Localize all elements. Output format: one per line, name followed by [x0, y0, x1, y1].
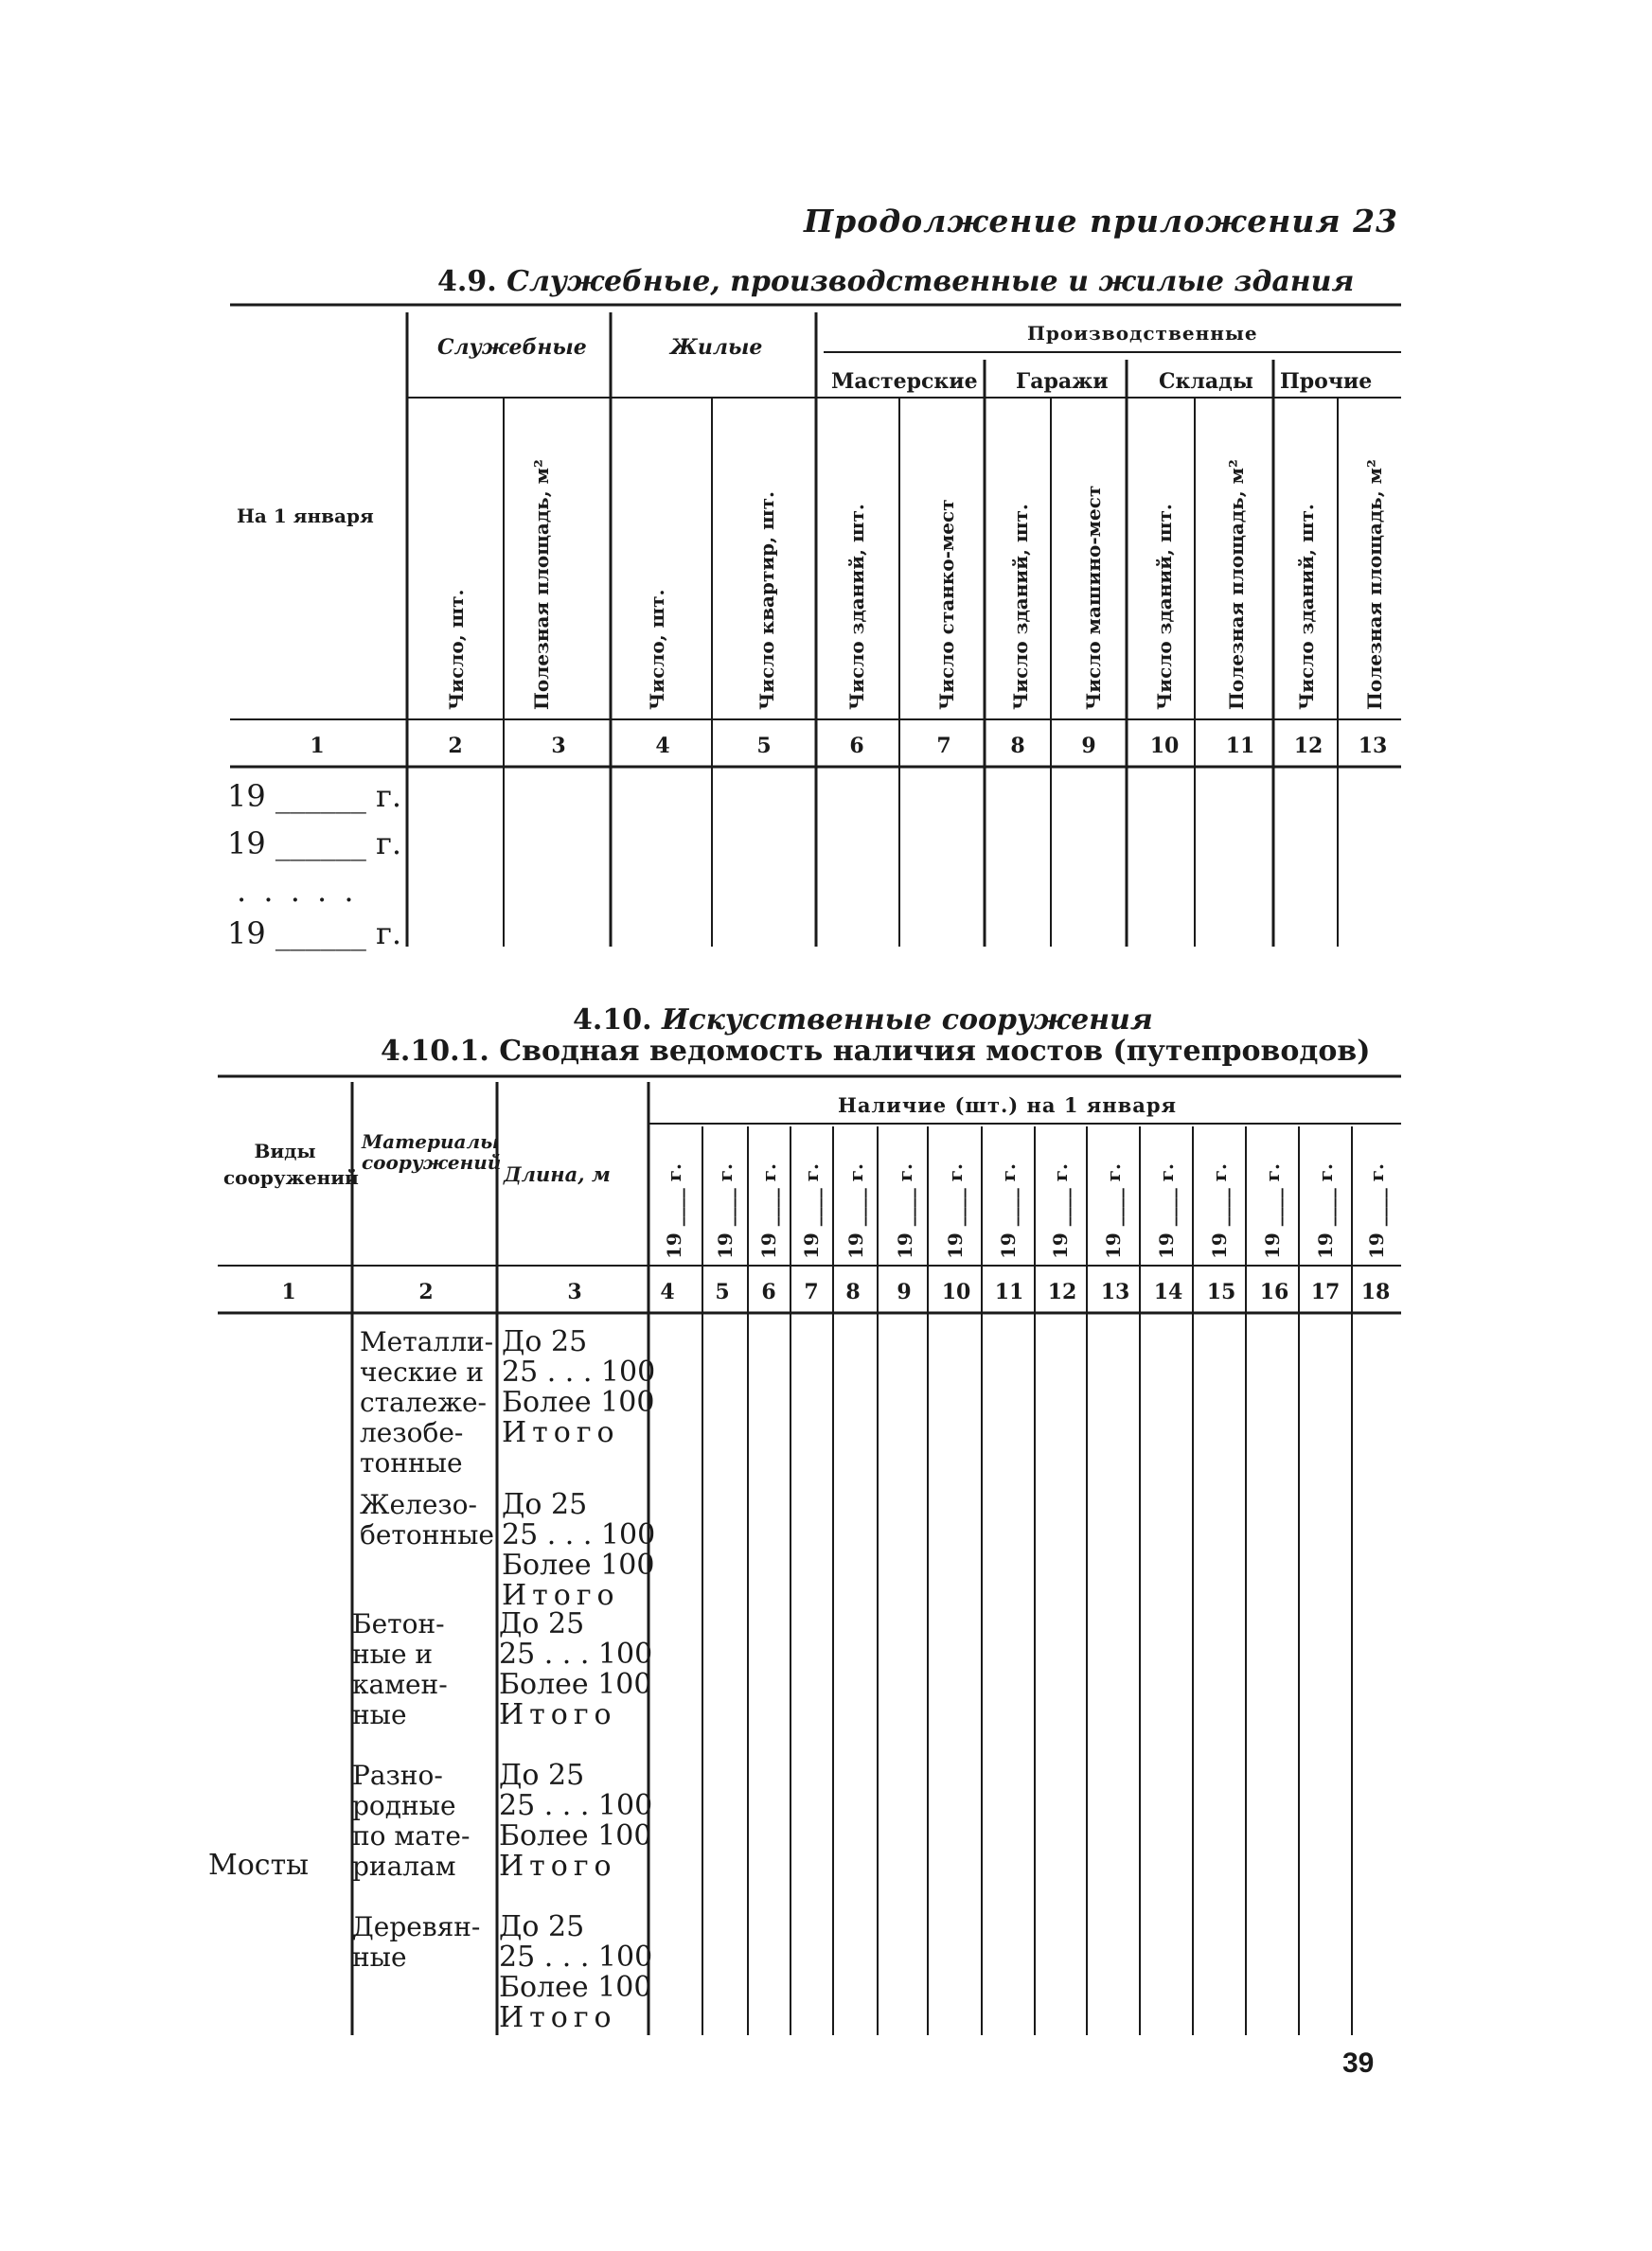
col-number: 14 [1153, 1280, 1183, 1304]
page-number: 39 [1342, 2047, 1375, 2079]
col-head-kind: Виды сооружений [223, 1140, 359, 1189]
material-reinforced-concrete: Железо- бетонные [360, 1489, 494, 1551]
length-total: Итого [499, 1698, 617, 1731]
section-number: 4.10. [573, 1003, 652, 1037]
table-row-label: 19 ______ г. [227, 778, 401, 814]
year-head: 19 ____ г. [1049, 1163, 1072, 1259]
year-head: 19 ____ г. [1261, 1163, 1284, 1259]
kind-bridges: Мосты [208, 1849, 310, 1882]
table-row-label: . . . . . [237, 873, 358, 909]
year-head: 19 ____ г. [1155, 1163, 1178, 1259]
length-group-3 [499, 1609, 652, 1730]
caption-title: Сводная ведомость наличия мостов (путепроводов) [499, 1035, 1371, 1068]
col-number: 13 [1358, 734, 1388, 758]
col-number: 18 [1360, 1280, 1391, 1304]
col-number: 8 [845, 1280, 861, 1304]
group-production: Производственные [1027, 322, 1258, 345]
group-availability: Наличие (шт.) на 1 января [838, 1093, 1178, 1117]
table-row-label: 19 ______ г. [227, 825, 401, 861]
table-4-10-1-caption [381, 1035, 1370, 1068]
length-over-100: Более 100 [499, 1819, 652, 1852]
table-row-label: 19 ______ г. [227, 915, 401, 951]
caption-number: 4.9. [437, 265, 497, 298]
col-number: 7 [804, 1280, 819, 1304]
col-head-12: Число зданий, шт. [1295, 504, 1318, 710]
col-number: 2 [418, 1280, 434, 1304]
material-wood: Деревян- ные [352, 1911, 481, 1973]
col-head-9: Число машино-мест [1082, 485, 1105, 710]
col-number: 16 [1259, 1280, 1289, 1304]
col-head-7: Число станко-мест [935, 499, 958, 710]
col-number: 5 [756, 734, 772, 758]
length-up-to-25: До 25 [499, 1910, 585, 1943]
length-group-2 [502, 1490, 655, 1611]
length-total: Итого [502, 1579, 620, 1612]
col-number: 12 [1293, 734, 1323, 758]
col-number: 11 [1225, 734, 1255, 758]
col-number: 6 [761, 1280, 776, 1304]
year-head: 19 ____ г. [714, 1163, 737, 1259]
length-total: Итого [499, 2001, 617, 2034]
year-head: 19 ____ г. [1314, 1163, 1337, 1259]
length-25-100: 25 . . . 100 [499, 1789, 653, 1822]
length-25-100: 25 . . . 100 [499, 1941, 653, 1974]
year-head: 19 ____ г. [1208, 1163, 1231, 1259]
group-service: Служебные [437, 335, 587, 360]
col-head-6: Число зданий, шт. [845, 504, 868, 710]
length-up-to-25: До 25 [499, 1607, 585, 1640]
year-head: 19 ____ г. [997, 1163, 1020, 1259]
col-number: 11 [994, 1280, 1024, 1304]
col-head-11: Полезная площадь, м² [1225, 459, 1248, 710]
col-head-3: Полезная площадь, м² [530, 459, 553, 710]
col-number: 12 [1047, 1280, 1077, 1304]
col-number: 10 [941, 1280, 971, 1304]
col-head-10: Число зданий, шт. [1153, 504, 1176, 710]
col-head-8: Число зданий, шт. [1009, 504, 1032, 710]
col-number: 10 [1149, 734, 1180, 758]
col-number: 9 [1081, 734, 1096, 758]
col-number: 2 [448, 734, 463, 758]
col-number: 7 [936, 734, 951, 758]
col-number: 5 [715, 1280, 730, 1304]
sub-garages: Гаражи [1016, 369, 1109, 394]
col-number: 1 [310, 734, 325, 758]
col-number: 3 [551, 734, 566, 758]
col-head-material: Материалы сооружений [362, 1130, 502, 1174]
material-mixed: Разно- родные по мате- риалам [352, 1760, 471, 1882]
col-head-4: Число, шт. [646, 589, 668, 710]
length-total: Итого [499, 1850, 617, 1883]
length-25-100: 25 . . . 100 [502, 1518, 656, 1551]
col-number: 15 [1206, 1280, 1236, 1304]
col-number: 8 [1010, 734, 1025, 758]
year-head: 19 ____ г. [894, 1163, 916, 1259]
year-head: 19 ____ г. [944, 1163, 967, 1259]
length-over-100: Более 100 [499, 1668, 652, 1701]
section-4-10-title [573, 1003, 1153, 1037]
col-number: 4 [660, 1280, 675, 1304]
col-head-5: Число квартир, шт. [755, 491, 778, 710]
year-head: 19 ____ г. [1102, 1163, 1125, 1259]
length-group-4 [499, 1761, 652, 1882]
col-head-length: Длина, м [504, 1162, 611, 1186]
col-number: 3 [567, 1280, 582, 1304]
length-group-1 [502, 1327, 655, 1448]
length-over-100: Более 100 [502, 1386, 655, 1419]
col-head-2: Число, шт. [445, 589, 468, 710]
col-number: 1 [281, 1280, 296, 1304]
length-over-100: Более 100 [499, 1971, 652, 2004]
material-metal: Металли- ческие и сталеже- лезобе- тонные [360, 1326, 494, 1479]
col-head-13: Полезная площадь, м² [1363, 459, 1386, 710]
sub-other: Прочие [1280, 369, 1373, 394]
year-head: 19 ____ г. [844, 1163, 867, 1259]
caption-title: Служебные, производственные и жилые здания [506, 265, 1355, 298]
material-concrete-stone: Бетон- ные и камен- ные [352, 1608, 448, 1730]
col-head-date: На 1 января [237, 505, 374, 527]
col-number: 4 [655, 734, 670, 758]
year-head: 19 ____ г. [1365, 1163, 1388, 1259]
year-head: 19 ____ г. [757, 1163, 780, 1259]
length-up-to-25: До 25 [502, 1325, 588, 1358]
length-over-100: Более 100 [502, 1549, 655, 1582]
length-up-to-25: До 25 [499, 1759, 585, 1792]
sub-workshops: Мастерские [831, 369, 978, 394]
section-title: Искусственные сооружения [661, 1003, 1153, 1037]
length-total: Итого [502, 1416, 620, 1449]
running-head: Продолжение приложения 23 [803, 203, 1398, 239]
caption-number: 4.10.1. [381, 1035, 489, 1068]
sub-warehouses: Склады [1159, 369, 1253, 394]
col-number: 17 [1310, 1280, 1341, 1304]
group-living: Жилые [670, 335, 763, 360]
length-up-to-25: До 25 [502, 1488, 588, 1521]
year-head: 19 ____ г. [663, 1163, 685, 1259]
col-number: 13 [1100, 1280, 1130, 1304]
year-head: 19 ____ г. [800, 1163, 823, 1259]
length-25-100: 25 . . . 100 [502, 1356, 656, 1389]
col-number: 9 [897, 1280, 912, 1304]
length-25-100: 25 . . . 100 [499, 1638, 653, 1671]
length-group-5 [499, 1912, 652, 2033]
col-number: 6 [849, 734, 864, 758]
